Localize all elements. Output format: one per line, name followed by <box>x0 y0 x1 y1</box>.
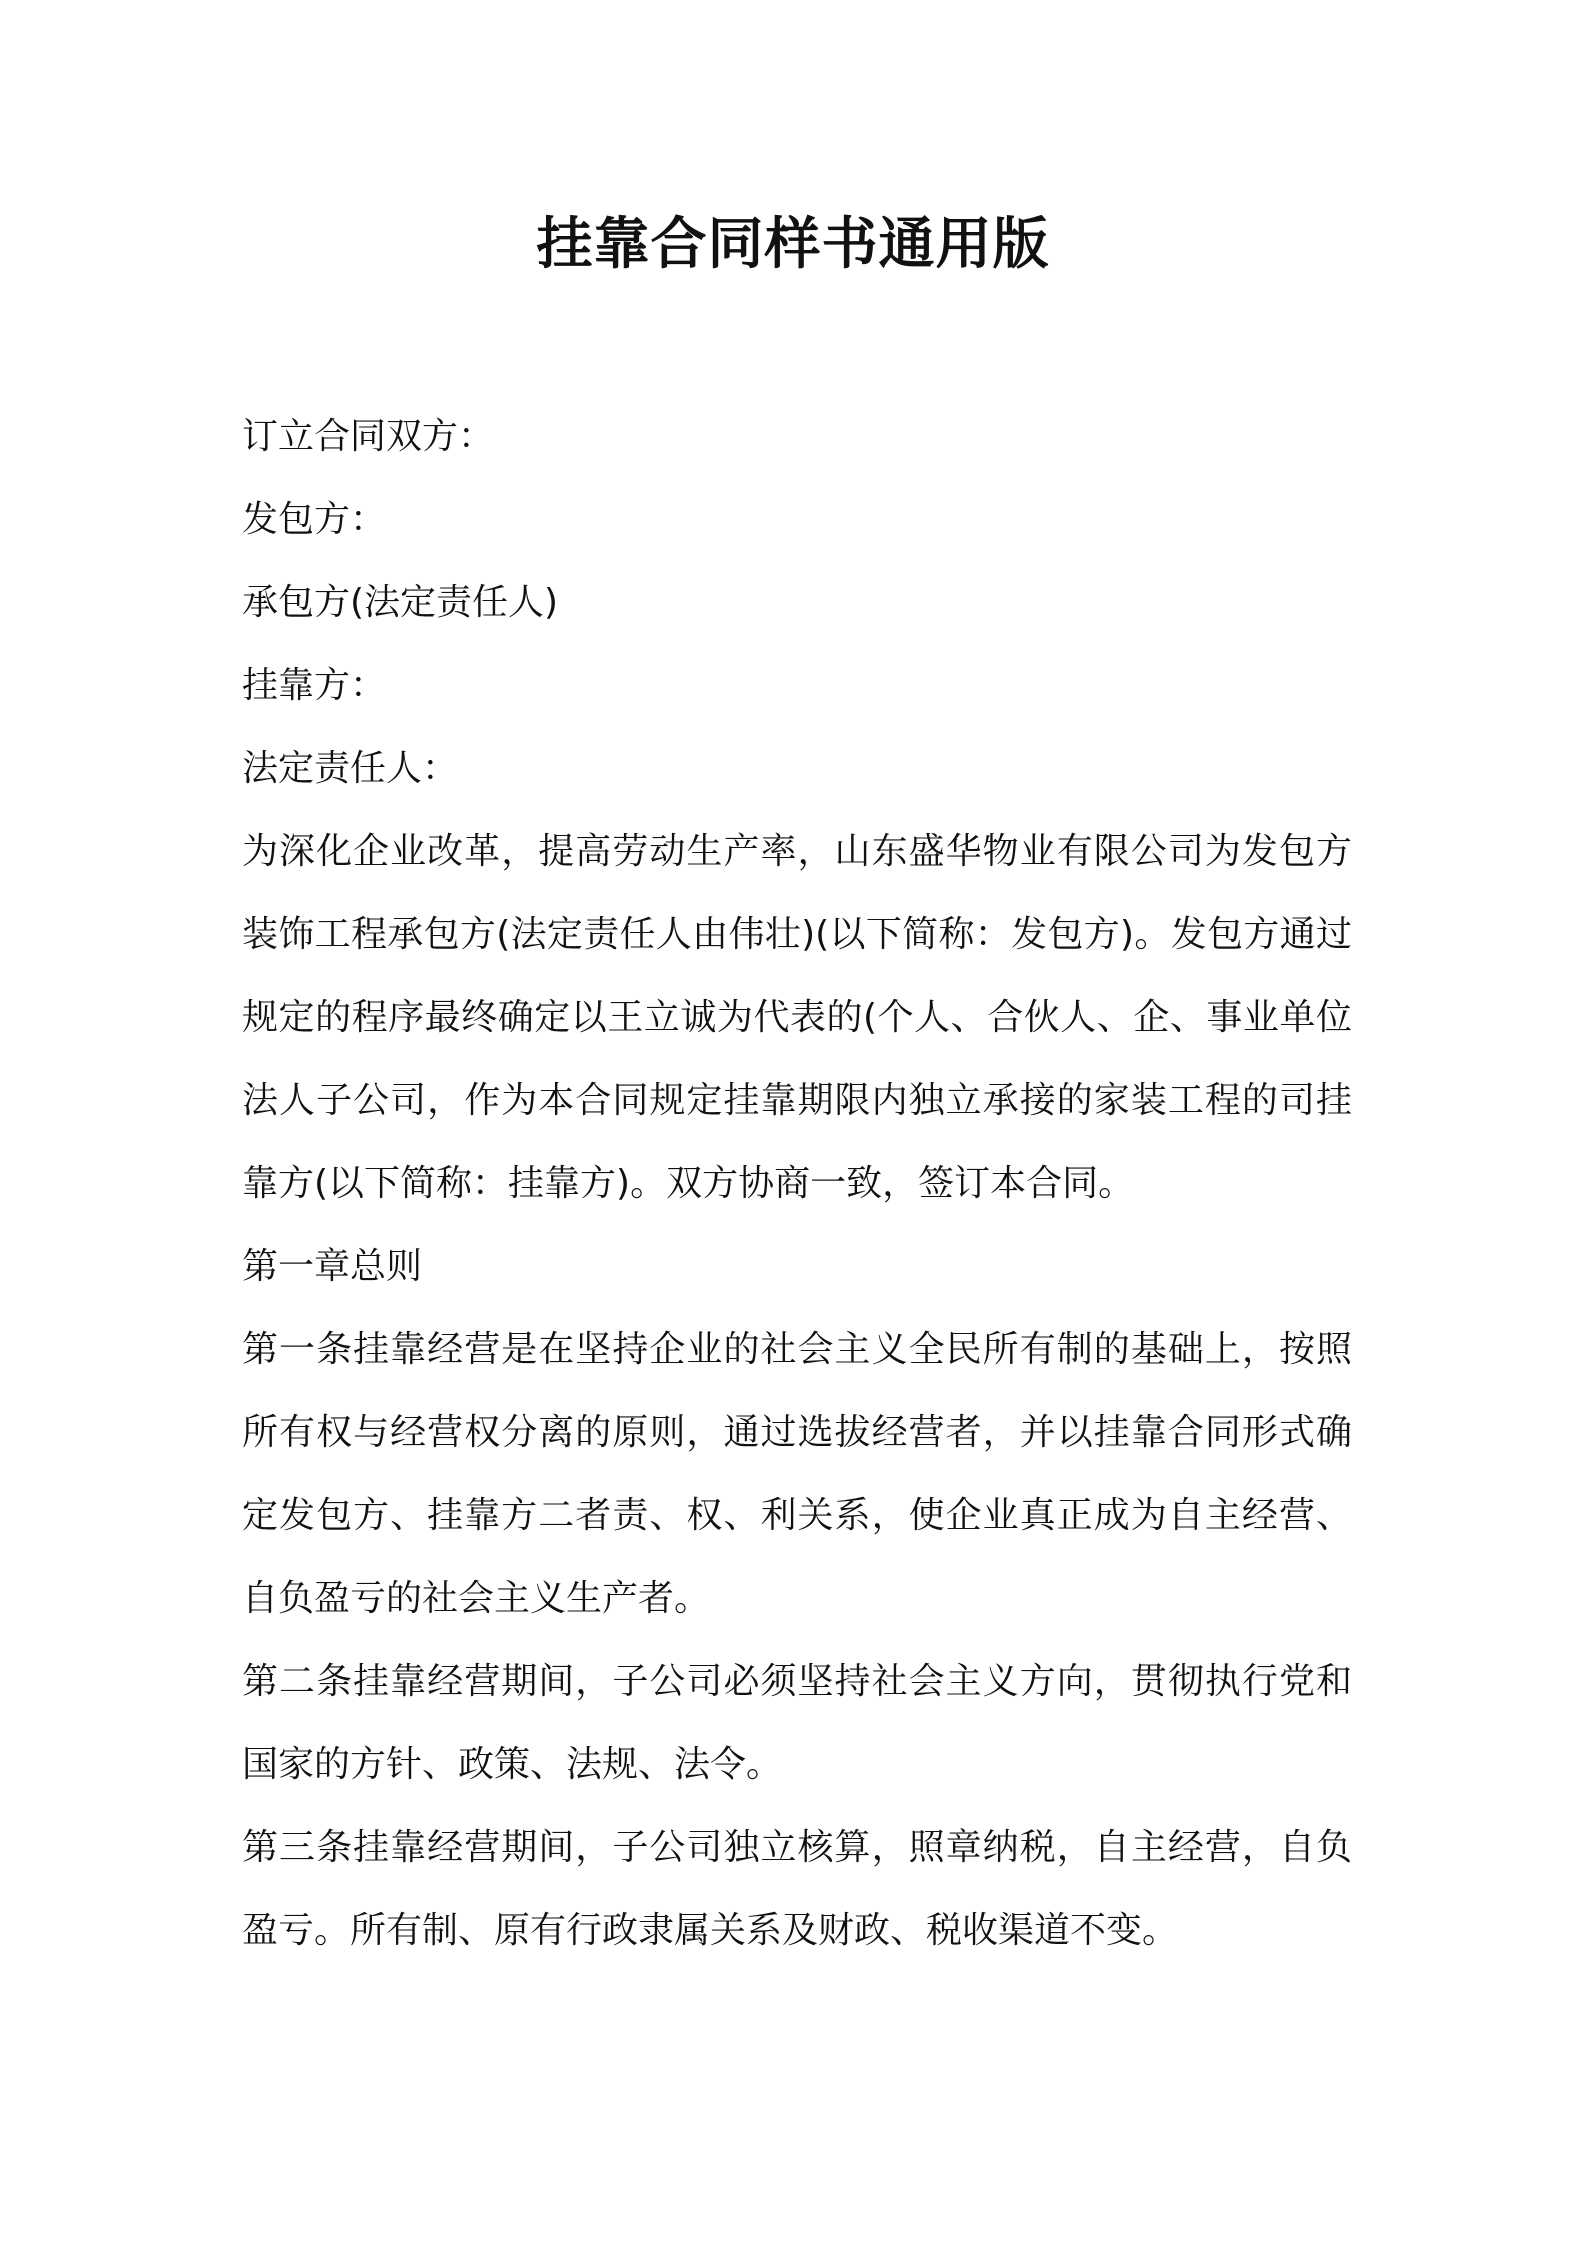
party-contractor-in: 承包方(法定责任人) <box>242 582 559 623</box>
article-2: 第二条挂靠经营期间，子公司必须坚持社会主义方向，贯彻执行党和国家的方针、政策、法规、法令。 <box>242 1661 1352 1785</box>
party-affiliate: 挂靠方： <box>242 665 387 706</box>
chapter-heading: 第一章总则 <box>242 1246 423 1287</box>
document-body <box>242 395 1352 1972</box>
party-contractor-out: 发包方： <box>242 499 387 540</box>
article-1: 第一条挂靠经营是在坚持企业的社会主义全民所有制的基础上，按照所有权与经营权分离的原则，通过选拔经营者，并以挂靠合同形式确定发包方、挂靠方二者责、权、利关系，使企业真正成为自主经营、自负盈亏的社会主义生产者。 <box>242 1329 1352 1619</box>
article-3: 第三条挂靠经营期间，子公司独立核算，照章纳税，自主经营，自负盈亏。所有制、原有行政隶属关系及财政、税收渠道不变。 <box>242 1827 1352 1951</box>
document-title: 挂靠合同样书通用版 <box>536 212 1050 277</box>
parties-intro: 订立合同双方： <box>242 416 495 457</box>
party-legal-rep: 法定责任人： <box>242 748 459 789</box>
preamble-paragraph: 为深化企业改革，提高劳动生产率，山东盛华物业有限公司为发包方装饰工程承包方(法定责任人由伟壮)(以下简称：发包方)。发包方通过规定的程序最终确定以王立诚为代表的(个人、合伙人、企、事业单位法人子公司，作为本合同规定挂靠期限内独立承接的家装工程的司挂靠方(以下简称：挂靠方)。双方协商一致，签订本合同。 <box>242 831 1352 1204</box>
